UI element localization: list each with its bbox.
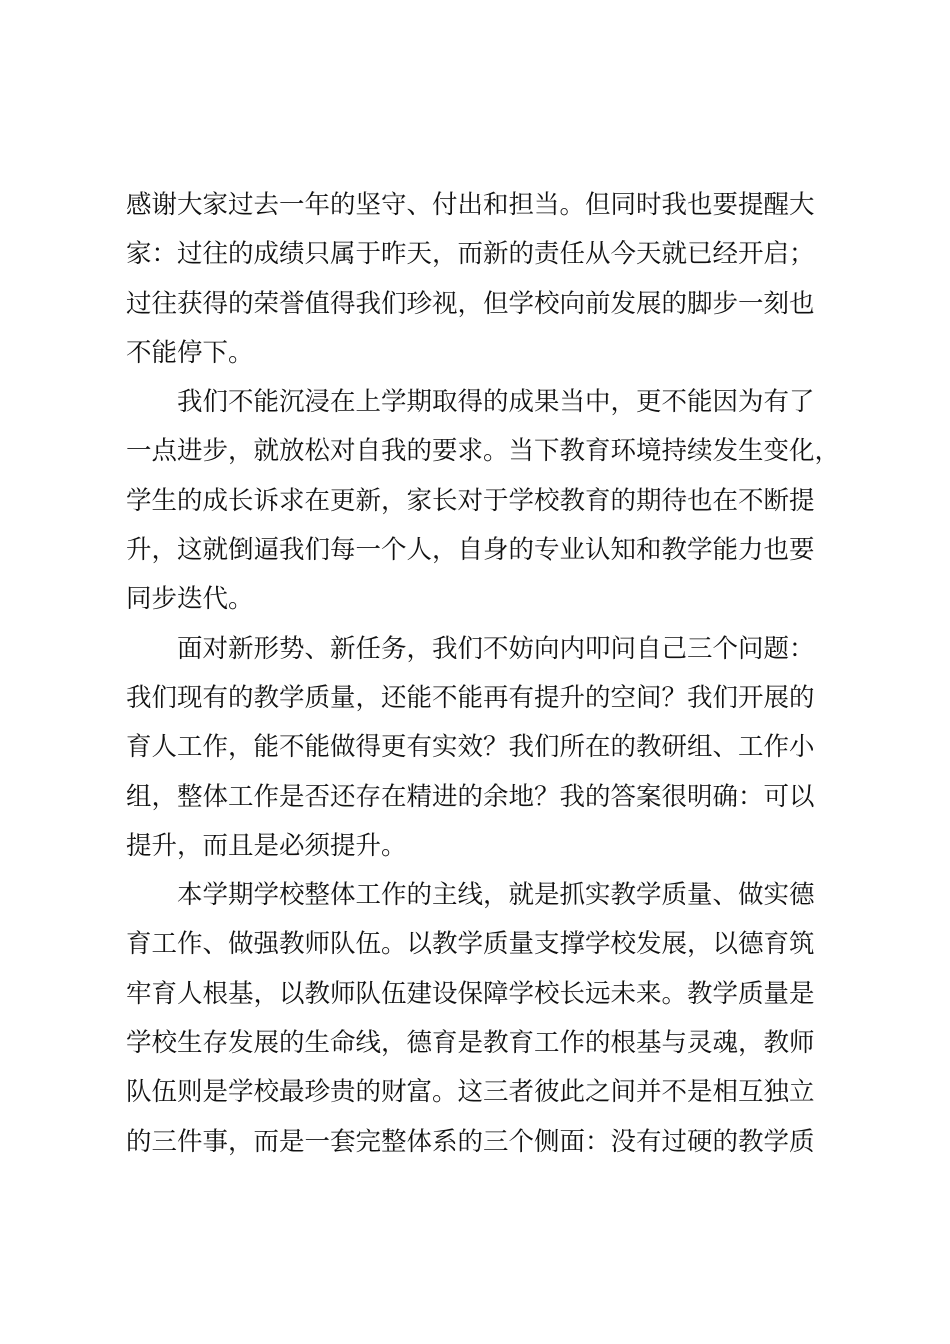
text-line: 提升，而且是必须提升。 xyxy=(126,830,407,861)
text-line: 组，整体工作是否还存在精进的余地？我的答案很明确：可以 xyxy=(126,781,815,812)
text-line: 队伍则是学校最珍贵的财富。这三者彼此之间并不是相互独立 xyxy=(126,1077,815,1108)
paragraph-first-line: 我们不能沉浸在上学期取得的成果当中，更不能因为有了 xyxy=(177,387,815,418)
paragraph-first-line: 面对新形势、新任务，我们不妨向内叩问自己三个问题： xyxy=(177,633,815,664)
text-line: 牢育人根基，以教师队伍建设保障学校长远未来。教学质量是 xyxy=(126,978,815,1009)
text-line: 学生的成长诉求在更新，家长对于学校教育的期待也在不断提 xyxy=(126,485,815,516)
text-line: 我们现有的教学质量，还能不能再有提升的空间？我们开展的 xyxy=(126,682,815,713)
text-line: 过往获得的荣誉值得我们珍视，但学校向前发展的脚步一刻也 xyxy=(126,288,815,319)
text-line: 育工作、做强教师队伍。以教学质量支撑学校发展，以德育筑 xyxy=(126,929,815,960)
text-line: 一点进步，就放松对自我的要求。当下教育环境持续发生变化， xyxy=(126,436,841,467)
paragraph-first-line: 本学期学校整体工作的主线，就是抓实教学质量、做实德 xyxy=(177,880,815,911)
text-line: 学校生存发展的生命线，德育是教育工作的根基与灵魂，教师 xyxy=(126,1028,815,1059)
text-line: 育人工作，能不能做得更有实效？我们所在的教研组、工作小 xyxy=(126,732,815,763)
text-line: 感谢大家过去一年的坚守、付出和担当。但同时我也要提醒大 xyxy=(126,190,815,220)
text-line: 的三件事，而是一套完整体系的三个侧面：没有过硬的教学质 xyxy=(126,1126,815,1157)
text-line: 升，这就倒逼我们每一个人，自身的专业认知和教学能力也要 xyxy=(126,535,815,566)
text-line: 家：过往的成绩只属于昨天，而新的责任从今天就已经开启； xyxy=(126,239,815,270)
text-line: 不能停下。 xyxy=(126,337,254,368)
text-line: 同步迭代。 xyxy=(126,584,254,615)
body-text xyxy=(126,181,841,1167)
